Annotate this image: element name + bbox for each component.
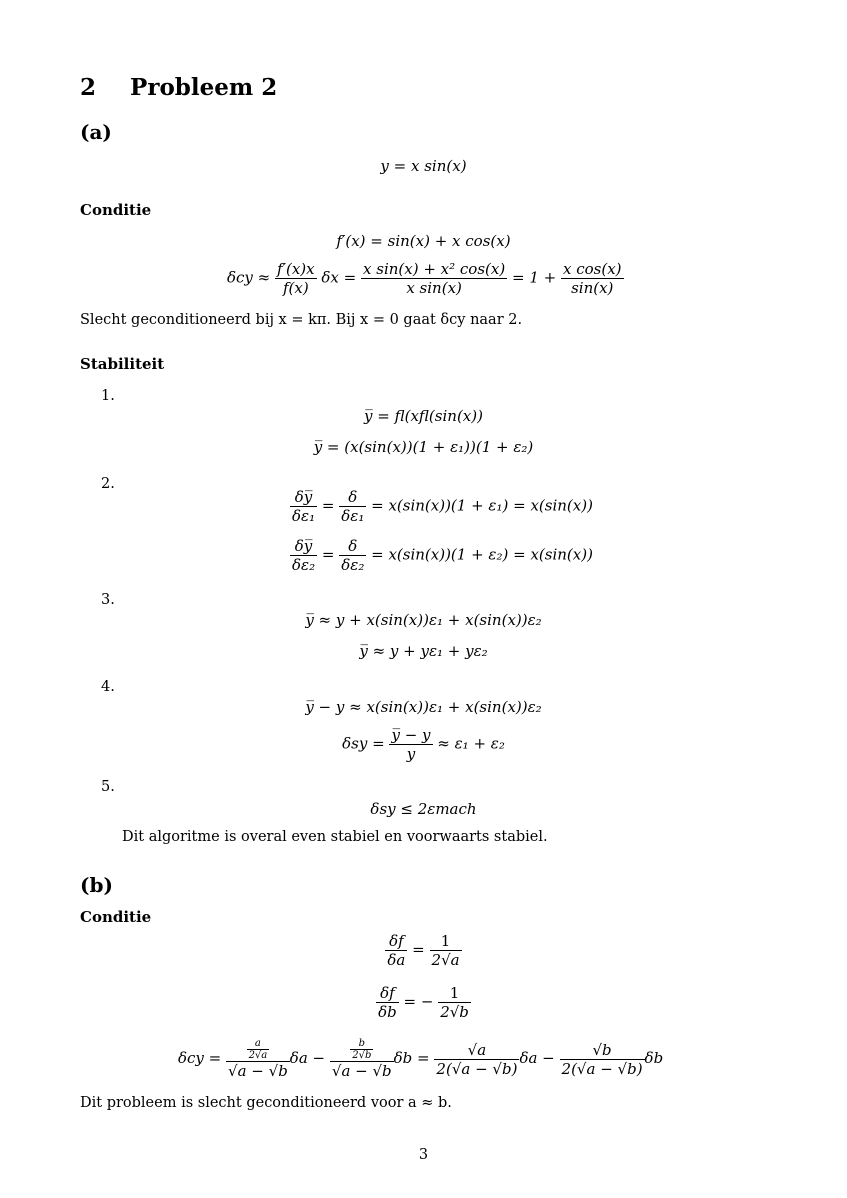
step3-equation-1: y̅ ≈ y + x(sin(x))ε₁ + x(sin(x))ε₂ [305, 611, 542, 629]
b-eq3-lhs: δcy = [178, 1049, 222, 1067]
cond-f1-num: f′(x)x [277, 260, 315, 278]
b-eq3-t1-den: √a − √b [228, 1062, 288, 1080]
b-eq2-frac-a [376, 984, 399, 1021]
b-eq1-d1: δa [387, 951, 406, 969]
cond-fraction-2 [361, 260, 507, 297]
step2-equation-1: $\frac{\delta y̅}{\text{δε₁}}$ = $\frac{\delta}{\text{δε₁}}$ = x(sin(x))(1 + ε₁) = x(sin(x)) [292, 488, 593, 525]
b-eq3-term4 [560, 1041, 645, 1078]
b-eq1-n1: δf [385, 932, 407, 951]
step-number: 2. [101, 476, 115, 492]
b-eq2-n1: δf [376, 984, 399, 1003]
section-number: 2 [80, 74, 97, 101]
step4-equation-2 [0, 726, 847, 763]
step2-d2: δε₁ [341, 507, 365, 525]
derivative-equation: f′(x) = sin(x) + x cos(x) [336, 232, 511, 250]
cond-f1-den: f(x) [282, 279, 309, 297]
step4-lhs: δsy = [342, 734, 385, 753]
b-eq1-frac-a [385, 932, 407, 969]
cond-lhs: δcy ≈ [227, 268, 271, 287]
step2-frac-b [339, 488, 366, 525]
b-eq3-t3-num: √a [434, 1041, 519, 1060]
step4-fraction [389, 726, 432, 763]
step1-equation-2: y̅ = (x(sin(x))(1 + ε₁))(1 + ε₂) [313, 438, 534, 456]
part-a-label: (a) [80, 120, 112, 144]
b-eq3-t4-den: 2(√a − √b) [561, 1059, 643, 1078]
step2-d1: δε₁ [292, 507, 316, 525]
step2-rest-1: = x(sin(x))(1 + ε₁) = x(sin(x)) [371, 496, 593, 515]
section-heading [80, 74, 277, 101]
b-eq1-frac-b [430, 932, 462, 969]
b-eq3-t2-sd: 2√b [352, 1050, 372, 1061]
step2-d3: δε₂ [292, 556, 316, 574]
b-eq3-term1-small [247, 1038, 270, 1061]
b-eq3-term2-small [350, 1038, 373, 1061]
b-eq2-d1: δb [378, 1003, 397, 1021]
conditie-heading-a: Conditie [80, 201, 152, 219]
step2-d4: δε₂ [341, 556, 365, 574]
b-eq3-term3 [434, 1041, 519, 1078]
part-b-label: (b) [80, 873, 113, 897]
b-eq3-term2 [330, 1038, 394, 1080]
b-eq2-d2: 2√b [440, 1003, 469, 1021]
step2-equation-2: $\frac{\delta y̅}{\text{δε₂}}$ = $\frac{\delta}{\text{δε₂}}$ = x(sin(x))(1 + ε₂) = x(sin(x)) [292, 537, 593, 574]
conditie-note-b: Dit probleem is slecht geconditioneerd voor a ≈ b. [80, 1095, 452, 1111]
step2-rest-2: = x(sin(x))(1 + ε₂) = x(sin(x)) [371, 545, 593, 564]
cond-fraction-1 [275, 260, 317, 297]
b-eq3-t4-var: δb [644, 1049, 664, 1067]
step2-frac-c [290, 537, 317, 574]
step-number: 5. [101, 779, 115, 795]
b-equation-2: $\frac{\delta f}{\delta b}$ = − $\frac{1}{2√b}$ [378, 984, 469, 1021]
step2-n3: δy̅ [290, 537, 317, 556]
function-equation: y = x sin(x) [380, 157, 467, 175]
step4-equation-1: y̅ − y ≈ x(sin(x))ε₁ + x(sin(x))ε₂ [305, 698, 542, 716]
step5-equation: δsy ≤ 2εmach [370, 800, 477, 818]
step-number: 3. [101, 592, 115, 608]
b-eq3-term1 [226, 1038, 290, 1080]
b-eq3-t1-var: δa − [289, 1049, 326, 1067]
step3-equation-2: y̅ ≈ y + yε₁ + yε₂ [359, 642, 488, 660]
b-eq1-n2: 1 [430, 932, 462, 951]
step4-num: y̅ − y [391, 726, 431, 744]
cond-mid: δx = [321, 268, 357, 287]
stability-conclusion: Dit algoritme is overal even stabiel en voorwaarts stabiel. [122, 829, 548, 845]
b-eq2-sign: − [420, 992, 434, 1011]
b-eq3-t1-sn: a [247, 1038, 270, 1050]
b-equation-1: $\frac{\delta f}{\delta a}$ = $\frac{1}{2√a}$ [387, 932, 460, 969]
step1-equation-1: y̅ = fl(xfl(sin(x)) [364, 407, 483, 425]
section-title: Probleem 2 [130, 74, 278, 101]
step2-frac-d [339, 537, 366, 574]
b-eq3-t2-sn: b [350, 1038, 373, 1050]
b-eq3-t2-den: √a − √b [331, 1062, 392, 1080]
b-eq3-t1-sd: 2√a [248, 1050, 268, 1061]
page-number: 3 [418, 1147, 429, 1163]
condition-equation [227, 260, 624, 297]
b-eq2-n2: 1 [438, 984, 471, 1003]
cond-f3-num: x cos(x) [562, 260, 622, 278]
step-number: 4. [101, 679, 115, 695]
conditie-note-a: Slecht geconditioneerd bij x = kπ. Bij x = 0 gaat δcy naar 2. [80, 312, 523, 328]
step4-den: y [406, 745, 416, 763]
b-equation-3 [178, 1038, 663, 1080]
b-eq3-t3-den: 2(√a − √b) [436, 1059, 518, 1078]
b-eq2-frac-b [438, 984, 471, 1021]
cond-f2-num: x sin(x) + x² cos(x) [363, 260, 506, 278]
step2-frac-a [290, 488, 317, 525]
conditie-heading-b: Conditie [80, 908, 152, 926]
step2-n4: δ [339, 537, 366, 556]
cond-f2-den: x sin(x) [406, 279, 462, 297]
b-eq3-t3-var: δa − [519, 1049, 555, 1067]
step4-rhs: ≈ ε₁ + ε₂ [437, 734, 505, 753]
step2-n2: δ [339, 488, 366, 507]
b-eq3-t2-var: δb = [393, 1049, 430, 1067]
stabiliteit-heading: Stabiliteit [80, 355, 165, 373]
cond-f3-den: sin(x) [571, 279, 614, 297]
b-eq1-d2: 2√a [431, 951, 460, 969]
b-eq3-t4-num: √b [560, 1041, 645, 1060]
cond-mid2: = 1 + [511, 268, 557, 287]
cond-fraction-3 [561, 260, 624, 297]
step-number: 1. [101, 388, 115, 404]
step2-n1: δy̅ [290, 488, 317, 507]
